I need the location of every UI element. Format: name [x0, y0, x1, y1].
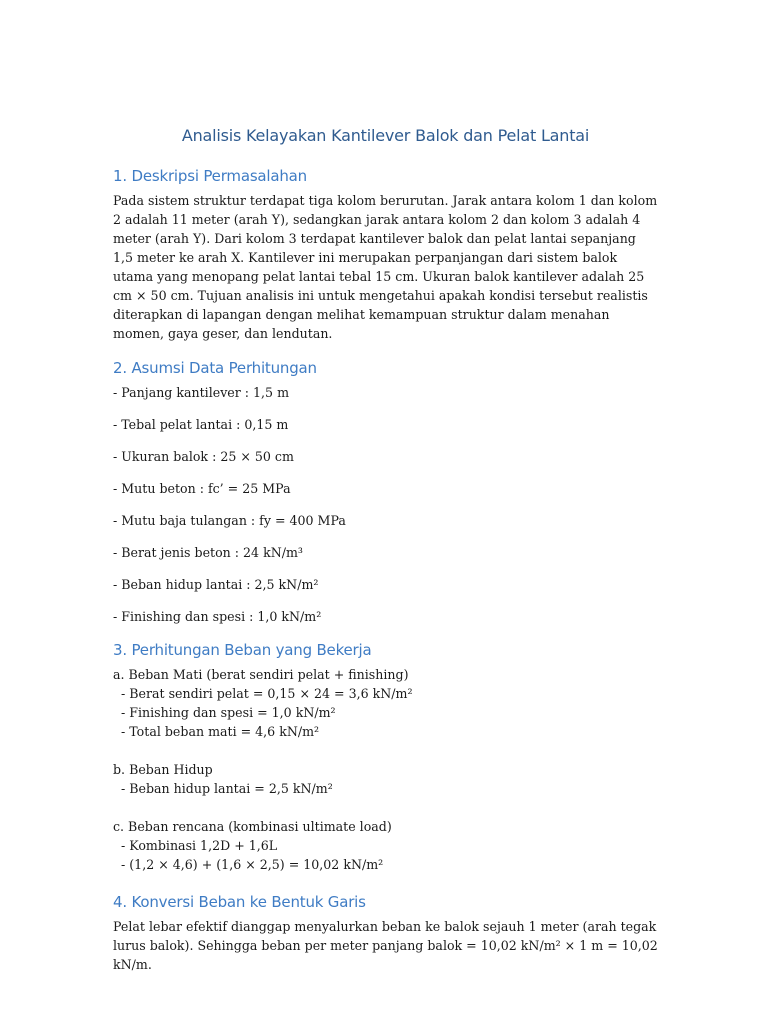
block-label: b. Beban Hidup	[113, 762, 213, 777]
list-item: - Beban hidup lantai : 2,5 kN/m²	[113, 577, 319, 592]
block-line: - Beban hidup lantai = 2,5 kN/m²	[113, 781, 333, 796]
block-label: c. Beban rencana (kombinasi ultimate load)	[113, 819, 392, 834]
block-line: - Finishing dan spesi = 1,0 kN/m²	[113, 705, 336, 720]
section-assumptions	[113, 359, 658, 626]
list-item: - Mutu baja tulangan : fy = 400 MPa	[113, 513, 346, 528]
block-label: a. Beban Mati (berat sendiri pelat + finishing)	[113, 667, 409, 682]
list-item: - Mutu beton : fc’ = 25 MPa	[113, 481, 291, 496]
dead-load-block	[113, 665, 658, 741]
block-line: - (1,2 × 4,6) + (1,6 × 2,5) = 10,02 kN/m²	[113, 857, 384, 872]
list-item: - Berat jenis beton : 24 kN/m³	[113, 545, 303, 560]
block-line: - Berat sendiri pelat = 0,15 × 24 = 3,6 kN/m²	[113, 686, 413, 701]
section-load-conversion	[113, 893, 658, 974]
list-item: - Panjang kantilever : 1,5 m	[113, 385, 290, 400]
block-line: - Total beban mati = 4,6 kN/m²	[113, 724, 320, 739]
document-title: Analisis Kelayakan Kantilever Balok dan Pelat Lantai	[181, 126, 590, 145]
live-load-block	[113, 760, 658, 798]
section-heading: 4. Konversi Beban ke Bentuk Garis	[113, 893, 366, 911]
list-item: - Ukuran balok : 25 × 50 cm	[113, 449, 294, 464]
list-item: - Tebal pelat lantai : 0,15 m	[113, 417, 289, 432]
list-item: - Finishing dan spesi : 1,0 kN/m²	[113, 609, 322, 624]
section-heading: 3. Perhitungan Beban yang Bekerja	[113, 641, 372, 659]
section-description	[113, 167, 658, 343]
section-heading: 1. Deskripsi Permasalahan	[113, 167, 307, 185]
section-load-calculation	[113, 641, 658, 874]
section-heading: 2. Asumsi Data Perhitungan	[113, 359, 317, 377]
section-paragraph: Pelat lebar efektif dianggap menyalurkan beban ke balok sejauh 1 meter (arah tegak lurus balok). Sehingga beban per meter panjang balok = 10,02 kN/m² × 1 m = 10,02 kN/m.	[113, 919, 658, 972]
block-line: - Kombinasi 1,2D + 1,6L	[113, 838, 278, 853]
ultimate-load-block	[113, 817, 658, 874]
section-paragraph: Pada sistem struktur terdapat tiga kolom berurutan. Jarak antara kolom 1 dan kolom 2 adalah 11 meter (arah Y), sedangkan jarak antara kolom 2 dan kolom 3 adalah 4 meter (arah Y). Dari kolom 3 terdapat kantilever balok dan pelat lantai sepanjang 1,5 meter ke arah X. Kantilever ini merupakan perpanjangan dari sistem balok utama yang menopang pelat lantai tebal 15 cm. Ukuran balok kantilever adalah 25 cm × 50 cm. Tujuan analisis ini untuk mengetahui apakah kondisi tersebut realistis diterapkan di lapangan dengan melihat kemampuan struktur dalam menahan momen, gaya geser, dan lendutan.	[113, 193, 658, 341]
